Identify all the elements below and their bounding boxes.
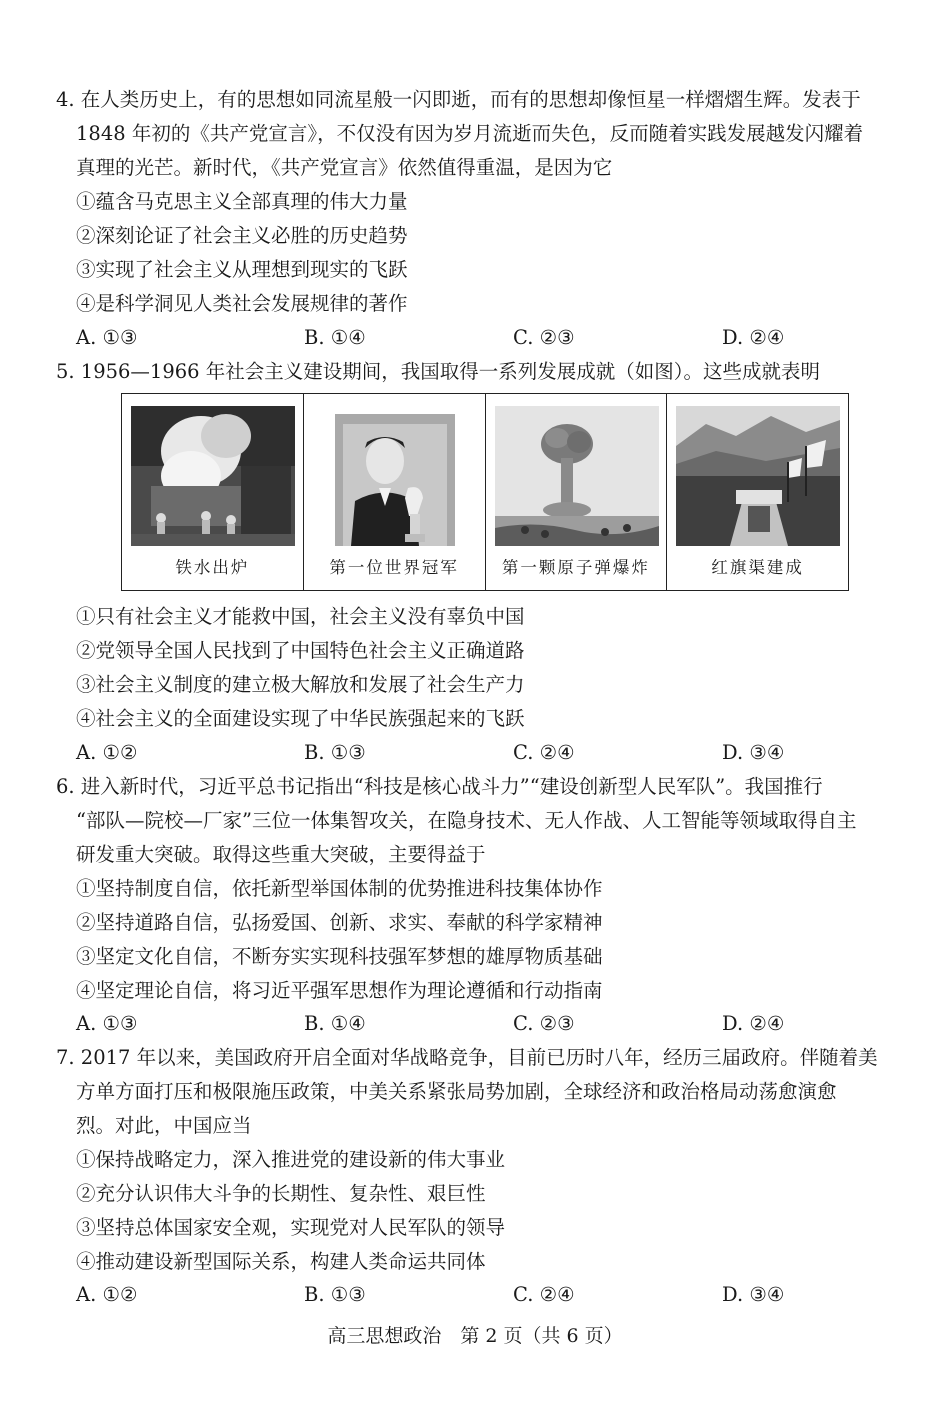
q6-stem-line-1: 6. 进入新时代，习近平总书记指出“科技是核心战斗力”“建设创新型人民军队”。我国推行 <box>56 775 823 798</box>
q4-choice-b: B. ①④ <box>304 326 366 349</box>
q6-option-4: ④坚定理论自信，将习近平强军思想作为理论遵循和行动指南 <box>76 979 603 1002</box>
q7-choice-c: C. ②④ <box>513 1283 575 1306</box>
q6-option-2: ②坚持道路自信，弘扬爱国、创新、求实、奉献的科学家精神 <box>76 911 603 934</box>
q7-choice-b: B. ①③ <box>304 1283 366 1306</box>
q4-option-2: ②深刻论证了社会主义必胜的历史趋势 <box>76 224 408 247</box>
figure-panel-red-flag-canal <box>667 394 848 590</box>
caption-red-flag-canal: 红旗渠建成 <box>711 558 804 577</box>
q7-option-2: ②充分认识伟大斗争的长期性、复杂性、艰巨性 <box>76 1182 486 1205</box>
photo-world-champion <box>313 406 477 546</box>
q5-option-4: ④社会主义的全面建设实现了中华民族强起来的飞跃 <box>76 707 525 730</box>
q7-choice-a: A. ①② <box>76 1283 138 1306</box>
caption-world-champion: 第一位世界冠军 <box>329 558 459 577</box>
q6-choice-d: D. ②④ <box>722 1012 785 1035</box>
q4-choices <box>76 323 876 353</box>
q7-option-3: ③坚持总体国家安全观，实现党对人民军队的领导 <box>76 1216 506 1239</box>
q6-option-1: ①坚持制度自信，依托新型举国体制的优势推进科技集体协作 <box>76 877 603 900</box>
q6-stem-line-3: 研发重大突破。取得这些重大突破，主要得益于 <box>76 843 486 866</box>
figure-panel-atomic-bomb <box>486 394 668 590</box>
photo-red-flag-canal <box>676 406 840 546</box>
q5-choice-c: C. ②④ <box>513 741 575 764</box>
q5-choice-b: B. ①③ <box>304 741 366 764</box>
q5-option-2: ②党领导全国人民找到了中国特色社会主义正确道路 <box>76 639 525 662</box>
q6-choice-b: B. ①④ <box>304 1012 366 1035</box>
q4-choice-d: D. ②④ <box>722 326 785 349</box>
q7-stem-line-1: 7. 2017 年以来，美国政府开启全面对华战略竞争，目前已历时八年，经历三届政府。伴随着美 <box>56 1046 878 1069</box>
q4-choice-a: A. ①③ <box>76 326 138 349</box>
caption-atomic-bomb: 第一颗原子弹爆炸 <box>501 558 650 577</box>
q7-option-4: ④推动建设新型国际关系，构建人类命运共同体 <box>76 1250 486 1273</box>
q4-stem-line-2: 1848 年初的《共产党宣言》，不仅没有因为岁月流逝而失色，反而随着实践发展越发闪耀着 <box>76 122 864 145</box>
q7-choice-d: D. ③④ <box>722 1283 785 1306</box>
q6-stem-line-2: “部队—院校—厂家”三位一体集智攻关，在隐身技术、无人作战、人工智能等领域取得自主 <box>76 809 857 832</box>
q5-stem-line-1: 5. 1956—1966 年社会主义建设期间，我国取得一系列发展成就（如图）。这些成就表明 <box>56 360 821 383</box>
q5-choice-d: D. ③④ <box>722 741 785 764</box>
q6-choice-a: A. ①③ <box>76 1012 138 1035</box>
q7-choices <box>76 1280 876 1310</box>
q6-option-3: ③坚定文化自信，不断夯实实现科技强军梦想的雄厚物质基础 <box>76 945 603 968</box>
photo-molten-iron <box>131 406 295 546</box>
caption-molten-iron: 铁水出炉 <box>175 558 250 577</box>
q4-option-3: ③实现了社会主义从理想到现实的飞跃 <box>76 258 408 281</box>
q4-choice-c: C. ②③ <box>513 326 575 349</box>
q4-stem-line-1: 4. 在人类历史上，有的思想如同流星般一闪即逝，而有的思想却像恒星一样熠熠生辉。发表于 <box>56 88 861 111</box>
q6-choice-c: C. ②③ <box>513 1012 575 1035</box>
q5-option-1: ①只有社会主义才能救中国，社会主义没有辜负中国 <box>76 605 525 628</box>
q5-choices <box>76 738 876 768</box>
q5-option-3: ③社会主义制度的建立极大解放和发展了社会生产力 <box>76 673 525 696</box>
figure-panel-molten-iron <box>122 394 304 590</box>
q7-stem-line-2: 方单方面打压和极限施压政策，中美关系紧张局势加剧，全球经济和政治格局动荡愈演愈 <box>76 1080 837 1103</box>
q7-stem-line-3: 烈。对此，中国应当 <box>76 1114 252 1137</box>
q6-choices <box>76 1009 876 1039</box>
q4-option-4: ④是科学洞见人类社会发展规律的著作 <box>76 292 408 315</box>
photo-atomic-bomb <box>495 406 659 546</box>
q4-option-1: ①蕴含马克思主义全部真理的伟大力量 <box>76 190 408 213</box>
q5-figure <box>121 393 849 591</box>
q4-stem-line-3: 真理的光芒。新时代，《共产党宣言》依然值得重温，是因为它 <box>76 156 613 179</box>
figure-panel-world-champion <box>304 394 486 590</box>
page-footer: 高三思想政治 第 2 页（共 6 页） <box>327 1325 623 1347</box>
q5-choice-a: A. ①② <box>76 741 138 764</box>
q7-option-1: ①保持战略定力，深入推进党的建设新的伟大事业 <box>76 1148 506 1171</box>
